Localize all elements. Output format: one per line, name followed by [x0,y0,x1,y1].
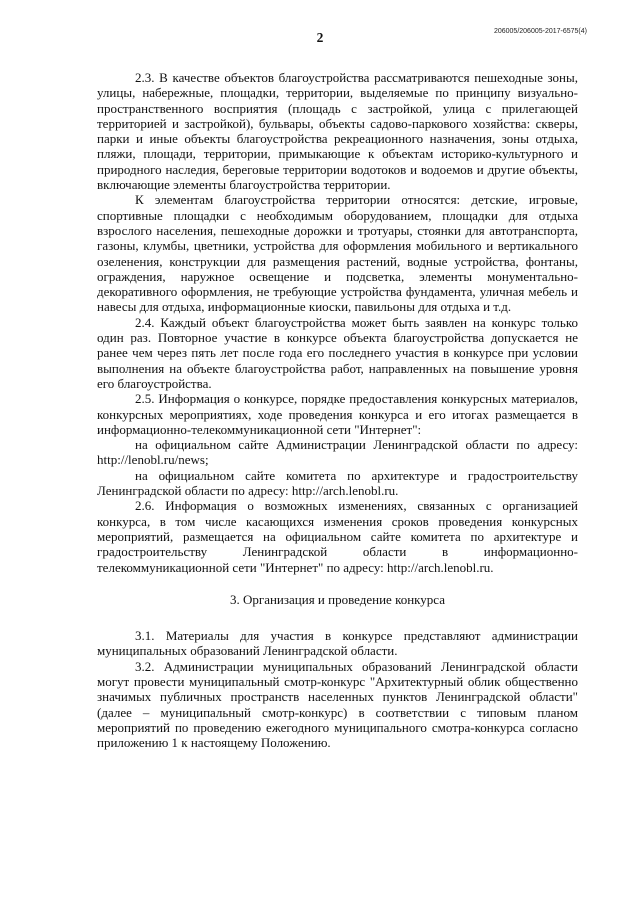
paragraph-elements: К элементам благоустройства территории относятся: детские, игровые, спортивные площадки с необходимым оборудованием, площадки для отдыха взрослого населения, пешеходные дорожки и тротуары, стоянки для автотранспорта, газоны, клумбы, цветники, устройства для оформления мобильного и вертикального озеленения, конструкции для размещения растений, водные устройства, фонтаны, ограждения, наружное освещение и подсветка, элементы монументально-декоративного оформления, не требующие устройства фундамента, уличная мебель и навесы для отдыха, информационные киоски, павильоны для отдыха и т.д. [97,192,578,315]
paragraph-2-6: 2.6. Информация о возможных изменениях, связанных с организацией конкурса, в том числе касающихся изменения сроков проведения конкурсных мероприятий, размещается на официальном сайте комитета по архитектуре и градостроительству Ленинградской области в информационно-телекоммуникационной сети "Интернет" по адресу: http://arch.lenobl.ru. [97,498,578,575]
paragraph-site-lenobl: на официальном сайте Администрации Ленинградской области по адресу: http://lenobl.ru/news; [97,437,578,468]
page-number: 2 [316,30,324,45]
document-id: 206005/206005-2017-6575(4) [493,28,587,35]
paragraph-site-arch: на официальном сайте комитета по архитектуре и градостроительству Ленинградской области по адресу: http://arch.lenobl.ru. [97,467,578,499]
paragraph-3-2: 3.2. Администрации муниципальных образований Ленинградской области могут провести муниципальный смотр-конкурс "Архитектурный облик общественно значимых публичных пространств населенных пунктов Ленинградской области" (далее – муниципальный смотр-конкурс) в соответствии с типовым планом мероприятий по проведению ежегодного муниципального смотра-конкурса согласно приложению 1 к настоящему Положению. [97,658,578,751]
document-body [97,70,578,750]
paragraph-3-1: 3.1. Материалы для участия в конкурсе представляют администрации муниципальных образований Ленинградской области. [97,628,578,659]
paragraph-2-5: 2.5. Информация о конкурсе, порядке предоставления конкурсных материалов, конкурсных мероприятиях, ходе проведения конкурса и его итогах размещается в информационно-телекоммуникационной сети "Интернет": [97,391,578,437]
paragraph-2-4: 2.4. Каждый объект благоустройства может быть заявлен на конкурс только один раз. Повторное участие в конкурсе объекта благоустройства допускается не ранее чем через пять лет после года его последнего участия в конкурсе при условии выполнения на объекте благоустройства работ, направленных на повышение уровня его благоустройства. [97,314,578,391]
paragraph-2-3: 2.3. В качестве объектов благоустройства рассматриваются пешеходные зоны, улицы, набережные, площадки, территории, выделяемые по принципу визуально-пространственного восприятия (площадь с застройкой, улица с прилегающей территорией и застройкой), бульвары, объекты садово-паркового хозяйства: скверы, парки и иные объекты благоустройства рекреационного назначения, зоны отдыха, пляжи, площади, территории, примыкающие к объектам историко-культурного и природного наследия, береговые территории водотоков и водоемов и другие объекты, включающие элементы благоустройства территории. [97,70,578,193]
section-heading: 3. Организация и проведение конкурса [229,591,446,607]
